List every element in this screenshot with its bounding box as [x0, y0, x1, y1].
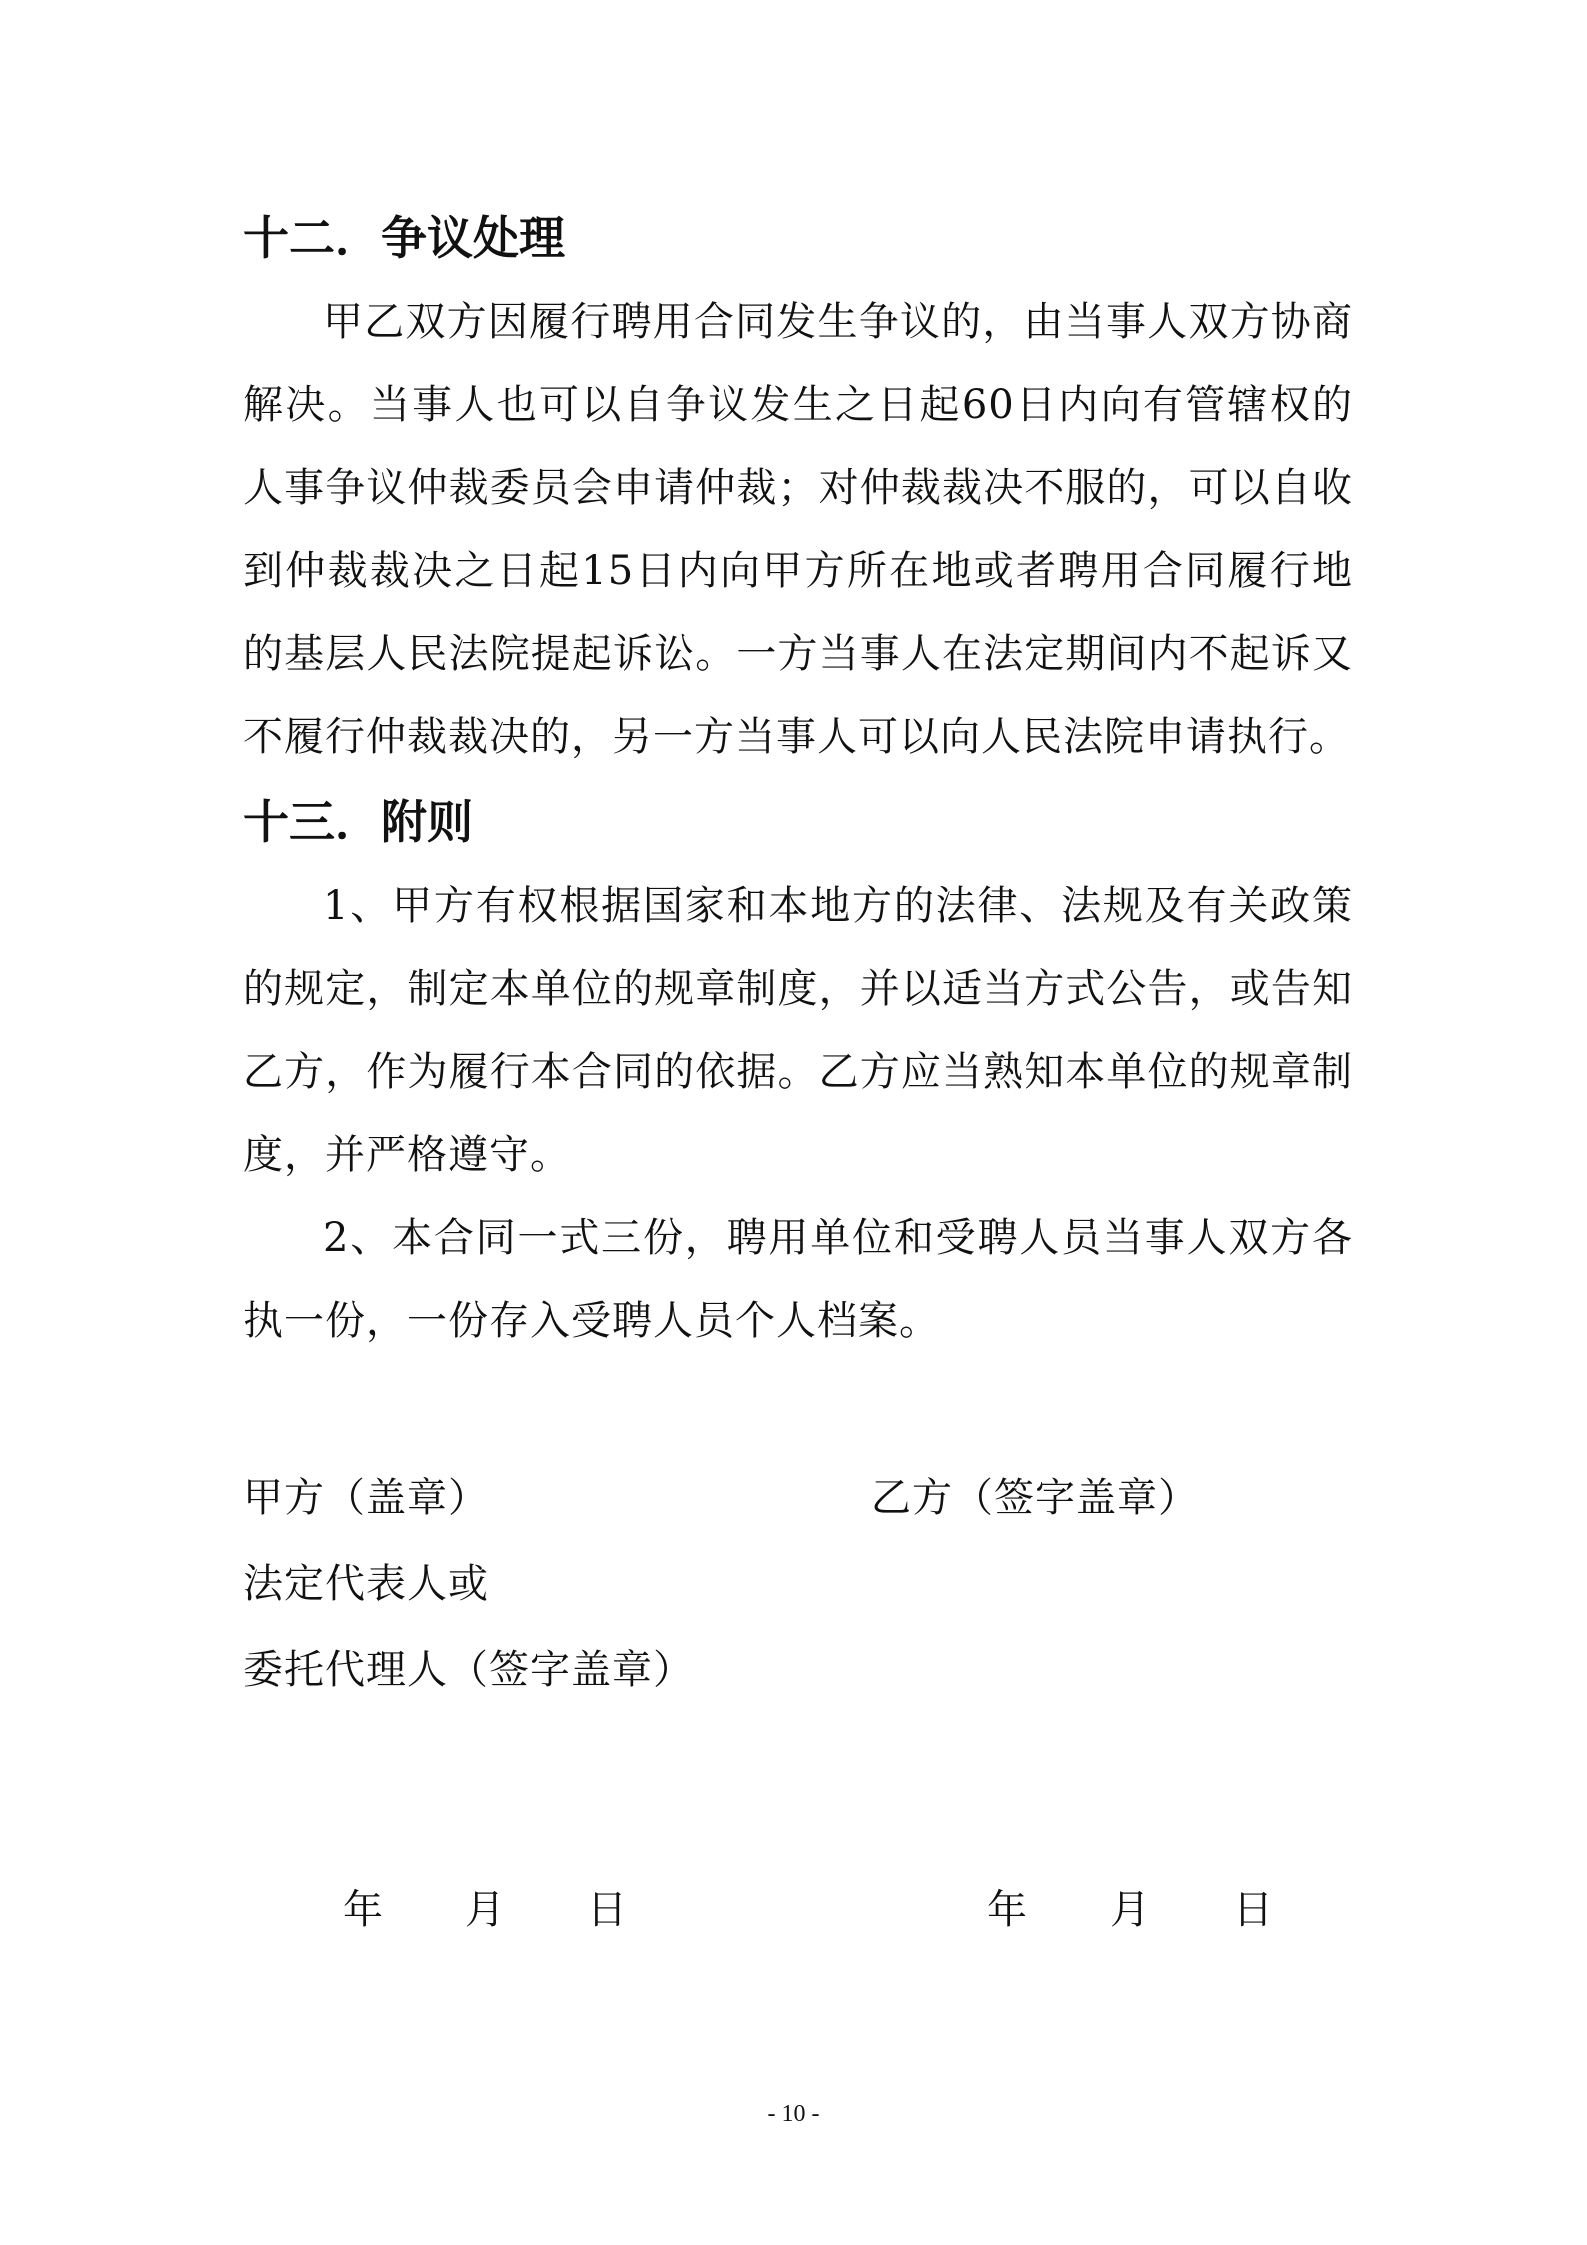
section-12-heading: 十二．争议处理: [243, 211, 565, 265]
party-b-date-day: 日: [1233, 1887, 1273, 1933]
party-a-seal-label: 甲方（盖章）: [243, 1475, 489, 1521]
legal-representative-label: 法定代表人或: [243, 1561, 489, 1607]
document-body: [243, 195, 1353, 1713]
party-a-date-year: 年: [343, 1887, 383, 1933]
party-b-date-year: 年: [987, 1887, 1027, 1933]
page-number: - 10 -: [767, 2101, 820, 2127]
signature-row-parties: [243, 1455, 1353, 1541]
date-line: [0, 1880, 1587, 1940]
section-12-paragraph: 甲乙双方因履行聘用合同发生争议的，由当事人双方协商解决。当事人也可以自争议发生之日起60日内向有管辖权的人事争议仲裁委员会申请仲裁；对仲裁裁决不服的，可以自收到仲裁裁决之日起15日内向甲方所在地或者聘用合同履行地的基层人民法院提起诉讼。一方当事人在法定期间内不起诉又不履行仲裁裁决的，另一方当事人可以向人民法院申请执行。: [243, 299, 1353, 760]
section-13-item-1: 1、甲方有权根据国家和本地方的法律、法规及有关政策的规定，制定本单位的规章制度，并以适当方式公告，或告知乙方，作为履行本合同的依据。乙方应当熟知本单位的规章制度，并严格遵守。: [243, 883, 1353, 1178]
signature-spacer: [243, 1363, 1353, 1455]
party-a-date-month: 月: [465, 1887, 505, 1933]
section-13-heading: 十三．附则: [243, 795, 473, 849]
party-b-date-month: 月: [1110, 1887, 1150, 1933]
signature-row-legal-rep: [243, 1541, 1353, 1627]
section-13-item-2: 2、本合同一式三份，聘用单位和受聘人员当事人双方各执一份，一份存入受聘人员个人档案。: [243, 1215, 1353, 1344]
authorized-agent-label: 委托代理人（签字盖章）: [243, 1647, 694, 1693]
party-a-date-day: 日: [587, 1887, 627, 1933]
signature-row-agent: [243, 1627, 1353, 1713]
party-b-signature-label: 乙方（签字盖章）: [871, 1475, 1199, 1521]
